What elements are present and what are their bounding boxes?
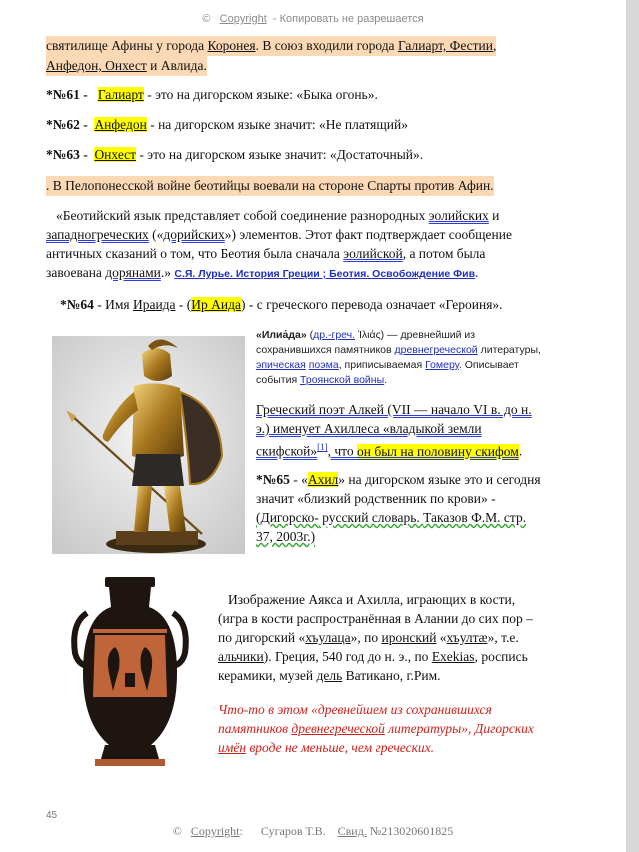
entry-text: ) - с греческого перевода означает «Героиня». <box>241 297 503 312</box>
alkey-line: э.) именует Ахиллеса «владыкой земли <box>256 421 482 436</box>
intro-text: святилище Афины у города <box>46 38 208 53</box>
quote-text: (« <box>148 227 164 242</box>
alkey-text: скифской» <box>256 443 318 459</box>
alkey-name: Алкей <box>348 402 384 417</box>
homer-link[interactable]: Гомеру <box>425 359 459 371</box>
iliad-text: . <box>384 374 388 386</box>
red-note-term: имён <box>218 740 247 755</box>
author-name: Таказов Ф.М. стр. <box>423 510 527 525</box>
entry65-line: 37, 2003г.) <box>256 529 316 544</box>
warrior-statue-image <box>52 336 245 554</box>
alkey-paragraph <box>256 400 576 461</box>
entry65-line: значит «близкий родственник по крови» - <box>256 491 496 506</box>
entry-text: - это на дигорском языке значит: «Достаточный». <box>136 147 424 162</box>
quote-text: , а потом была <box>402 246 486 261</box>
intro-line-1 <box>46 36 496 56</box>
certificate-word: Свид. <box>337 824 367 838</box>
entry-word: Ир Аида <box>191 297 241 312</box>
greek-literature-link[interactable]: древнегреческой <box>394 344 478 356</box>
poem-link[interactable]: поэма <box>308 359 339 371</box>
quote-term: эолийских <box>428 208 489 223</box>
ancient-greek-link[interactable]: др.-греч. <box>313 329 356 341</box>
alkey-highlight: он был на половину скифом <box>357 443 519 459</box>
entry-text: - это на дигорском языке: «Быка огонь». <box>143 87 378 102</box>
ajax-text: », по <box>350 630 382 645</box>
alkey-text: Греческий поэт <box>256 402 349 417</box>
iliad-text: ( <box>306 329 314 341</box>
iliad-title: «Илиа́да» <box>256 329 307 341</box>
entry-64 <box>60 295 503 315</box>
red-note-term: древнегреческой <box>291 721 385 736</box>
entry-word: Онхест <box>94 147 137 162</box>
ajax-line <box>218 666 588 685</box>
ajax-text: », т.е. <box>487 630 519 645</box>
quote-line <box>46 244 576 263</box>
red-note-line <box>218 738 588 757</box>
red-note-text: литературы», Дигорских <box>384 721 534 736</box>
warrior-statue-icon <box>52 336 245 554</box>
quote-term: эолийской <box>343 246 403 261</box>
quote-line <box>46 206 576 225</box>
dictionary-name: Дигорско- <box>260 510 319 525</box>
amphora-image <box>65 573 195 768</box>
entry-65 <box>256 470 576 546</box>
alkey-text: . <box>518 443 523 459</box>
footer-copyright: © Copyright: Сугаров Т.В. Свид. №213020601825 <box>172 824 454 838</box>
entry65-line <box>256 470 576 489</box>
entry65-line <box>256 508 576 527</box>
digor-word: хъулаца <box>305 630 351 645</box>
copyright-note: - Копировать не разрешается <box>272 13 424 25</box>
ajax-text: ). Греция, 540 год до н. э., по <box>263 649 432 664</box>
iliad-text: , приписываемая <box>338 359 426 371</box>
museum-word: дель <box>316 668 343 683</box>
iron-word: иронский <box>381 630 437 645</box>
epic-link[interactable]: эпическая <box>256 359 306 371</box>
entry-word: Ахил <box>307 472 339 487</box>
alkey-line <box>256 438 576 461</box>
entry-word: Анфедон <box>94 117 147 132</box>
war-line: . В Пелопонесской войне беотийцы воевали на стороне Спарты против Афин. <box>46 176 494 196</box>
iliad-definition <box>256 328 576 388</box>
quote-text: и <box>488 208 500 223</box>
alkey-text: , что <box>327 443 358 459</box>
entry-text: - « <box>289 472 308 487</box>
cities-list: Анфедон, Онхест <box>46 58 147 73</box>
iliad-text: Ἰλιάς) — древнейший из <box>355 329 476 341</box>
header-copyright <box>0 13 626 25</box>
ajax-line: (игра в кости распространённая в Алании до сих пор – <box>218 611 533 626</box>
quote-term: дорянами <box>105 265 161 280</box>
intro-text: и Авлида. <box>146 58 207 73</box>
entry-number: *№62 - <box>46 117 88 132</box>
quote-term: дорийских <box>163 227 225 242</box>
koroneya-word: Коронея <box>207 38 256 53</box>
copyright-word: Copyright <box>219 13 267 25</box>
footnote-link[interactable]: [1] <box>317 442 328 452</box>
intro-line-2 <box>46 56 207 76</box>
iliad-line <box>256 328 576 343</box>
iliad-text: . Описывает <box>458 359 519 371</box>
entry-text: » на дигорском языке это и сегодня <box>338 472 541 487</box>
trojan-war-link[interactable]: Троянской войны <box>300 374 385 386</box>
name-iraida: Ираида <box>132 297 176 312</box>
red-note <box>218 700 588 757</box>
cities-list: Галиарт, Фестии <box>397 38 494 53</box>
entry-text: русский словарь. <box>318 510 424 525</box>
page-number: 45 <box>46 810 58 821</box>
iron-game-word: хъултæ <box>446 630 488 645</box>
iliad-text: литературы, <box>477 344 541 356</box>
entry-number: *№63 - <box>46 147 88 162</box>
ajax-line: Изображение Аякса и Ахилла, играющих в кости, <box>228 592 516 607</box>
entry-number: *№64 <box>60 297 94 312</box>
intro-text: , <box>493 38 497 53</box>
quote-term: западногреческих <box>46 227 149 242</box>
iliad-line <box>256 343 576 358</box>
ajax-line <box>218 647 588 666</box>
entry-62 <box>46 115 408 135</box>
red-note-text: вроде не меньше, чем греческих. <box>246 740 435 755</box>
source-period: . <box>475 268 478 280</box>
entry-number: *№65 <box>256 472 290 487</box>
ajax-text: , роспись <box>474 649 528 664</box>
ajax-text: керамики, музей <box>218 668 317 683</box>
quote-text: .» <box>160 265 175 280</box>
ajax-line <box>218 628 588 647</box>
iliad-line <box>256 358 576 373</box>
quote-text: античных сказаний о том, что Беотия была сначала <box>46 246 344 261</box>
author-name: Сугаров Т.В. <box>260 824 326 838</box>
entry-number: *№61 - <box>46 87 88 102</box>
intro-text: . В союз входили города <box>255 38 398 53</box>
iliad-text: события <box>256 374 301 386</box>
ajax-text: Ватикано, г.Рим. <box>342 668 441 683</box>
entry-text: ( <box>256 510 261 525</box>
quote-paragraph <box>46 206 576 284</box>
ajax-text: « <box>436 630 447 645</box>
copyright-symbol: © <box>202 13 211 25</box>
ajax-text: по дигорский « <box>218 630 306 645</box>
alkey-text: (VII — начало VI в. до н. <box>384 402 532 417</box>
quote-text: «Беотийский язык представляет собой соединение разнородных <box>56 208 429 223</box>
entry-text: - Имя <box>93 297 133 312</box>
entry-63 <box>46 145 423 165</box>
alkey-line <box>256 400 576 419</box>
entry-word: Галиарт <box>97 87 144 102</box>
page-frame-edge <box>626 0 639 852</box>
iliad-text: сохранившихся памятников <box>256 344 395 356</box>
quote-line <box>46 263 576 284</box>
amphora-icon <box>65 573 195 768</box>
iliad-line <box>256 373 576 388</box>
entry-61 <box>46 85 378 105</box>
red-note-text: памятников <box>218 721 292 736</box>
quote-text: завоевана <box>46 265 106 280</box>
entry-text: - на дигорском языке значит: «Не платящий» <box>146 117 408 132</box>
ajax-paragraph <box>218 590 588 685</box>
source-link[interactable]: С.Я. Лурье. История <box>174 268 283 280</box>
certificate-number: №213020601825 <box>366 824 454 838</box>
source-link[interactable]: Греции ; Беотия. Освобождение Фив <box>282 268 476 280</box>
red-note-line <box>218 719 588 738</box>
exekias-word: Exekias <box>431 649 475 664</box>
alchiki-word: альчики <box>218 649 264 664</box>
quote-line <box>46 225 576 244</box>
copyright-symbol: © <box>172 824 182 838</box>
copyright-word: Copyright <box>190 824 240 838</box>
red-note-line: Что-то в этом «древнейшем из сохранившихся <box>218 702 492 717</box>
quote-text: ») элементов. Этот факт подтверждает сообщение <box>224 227 512 242</box>
entry-text: - ( <box>175 297 192 312</box>
